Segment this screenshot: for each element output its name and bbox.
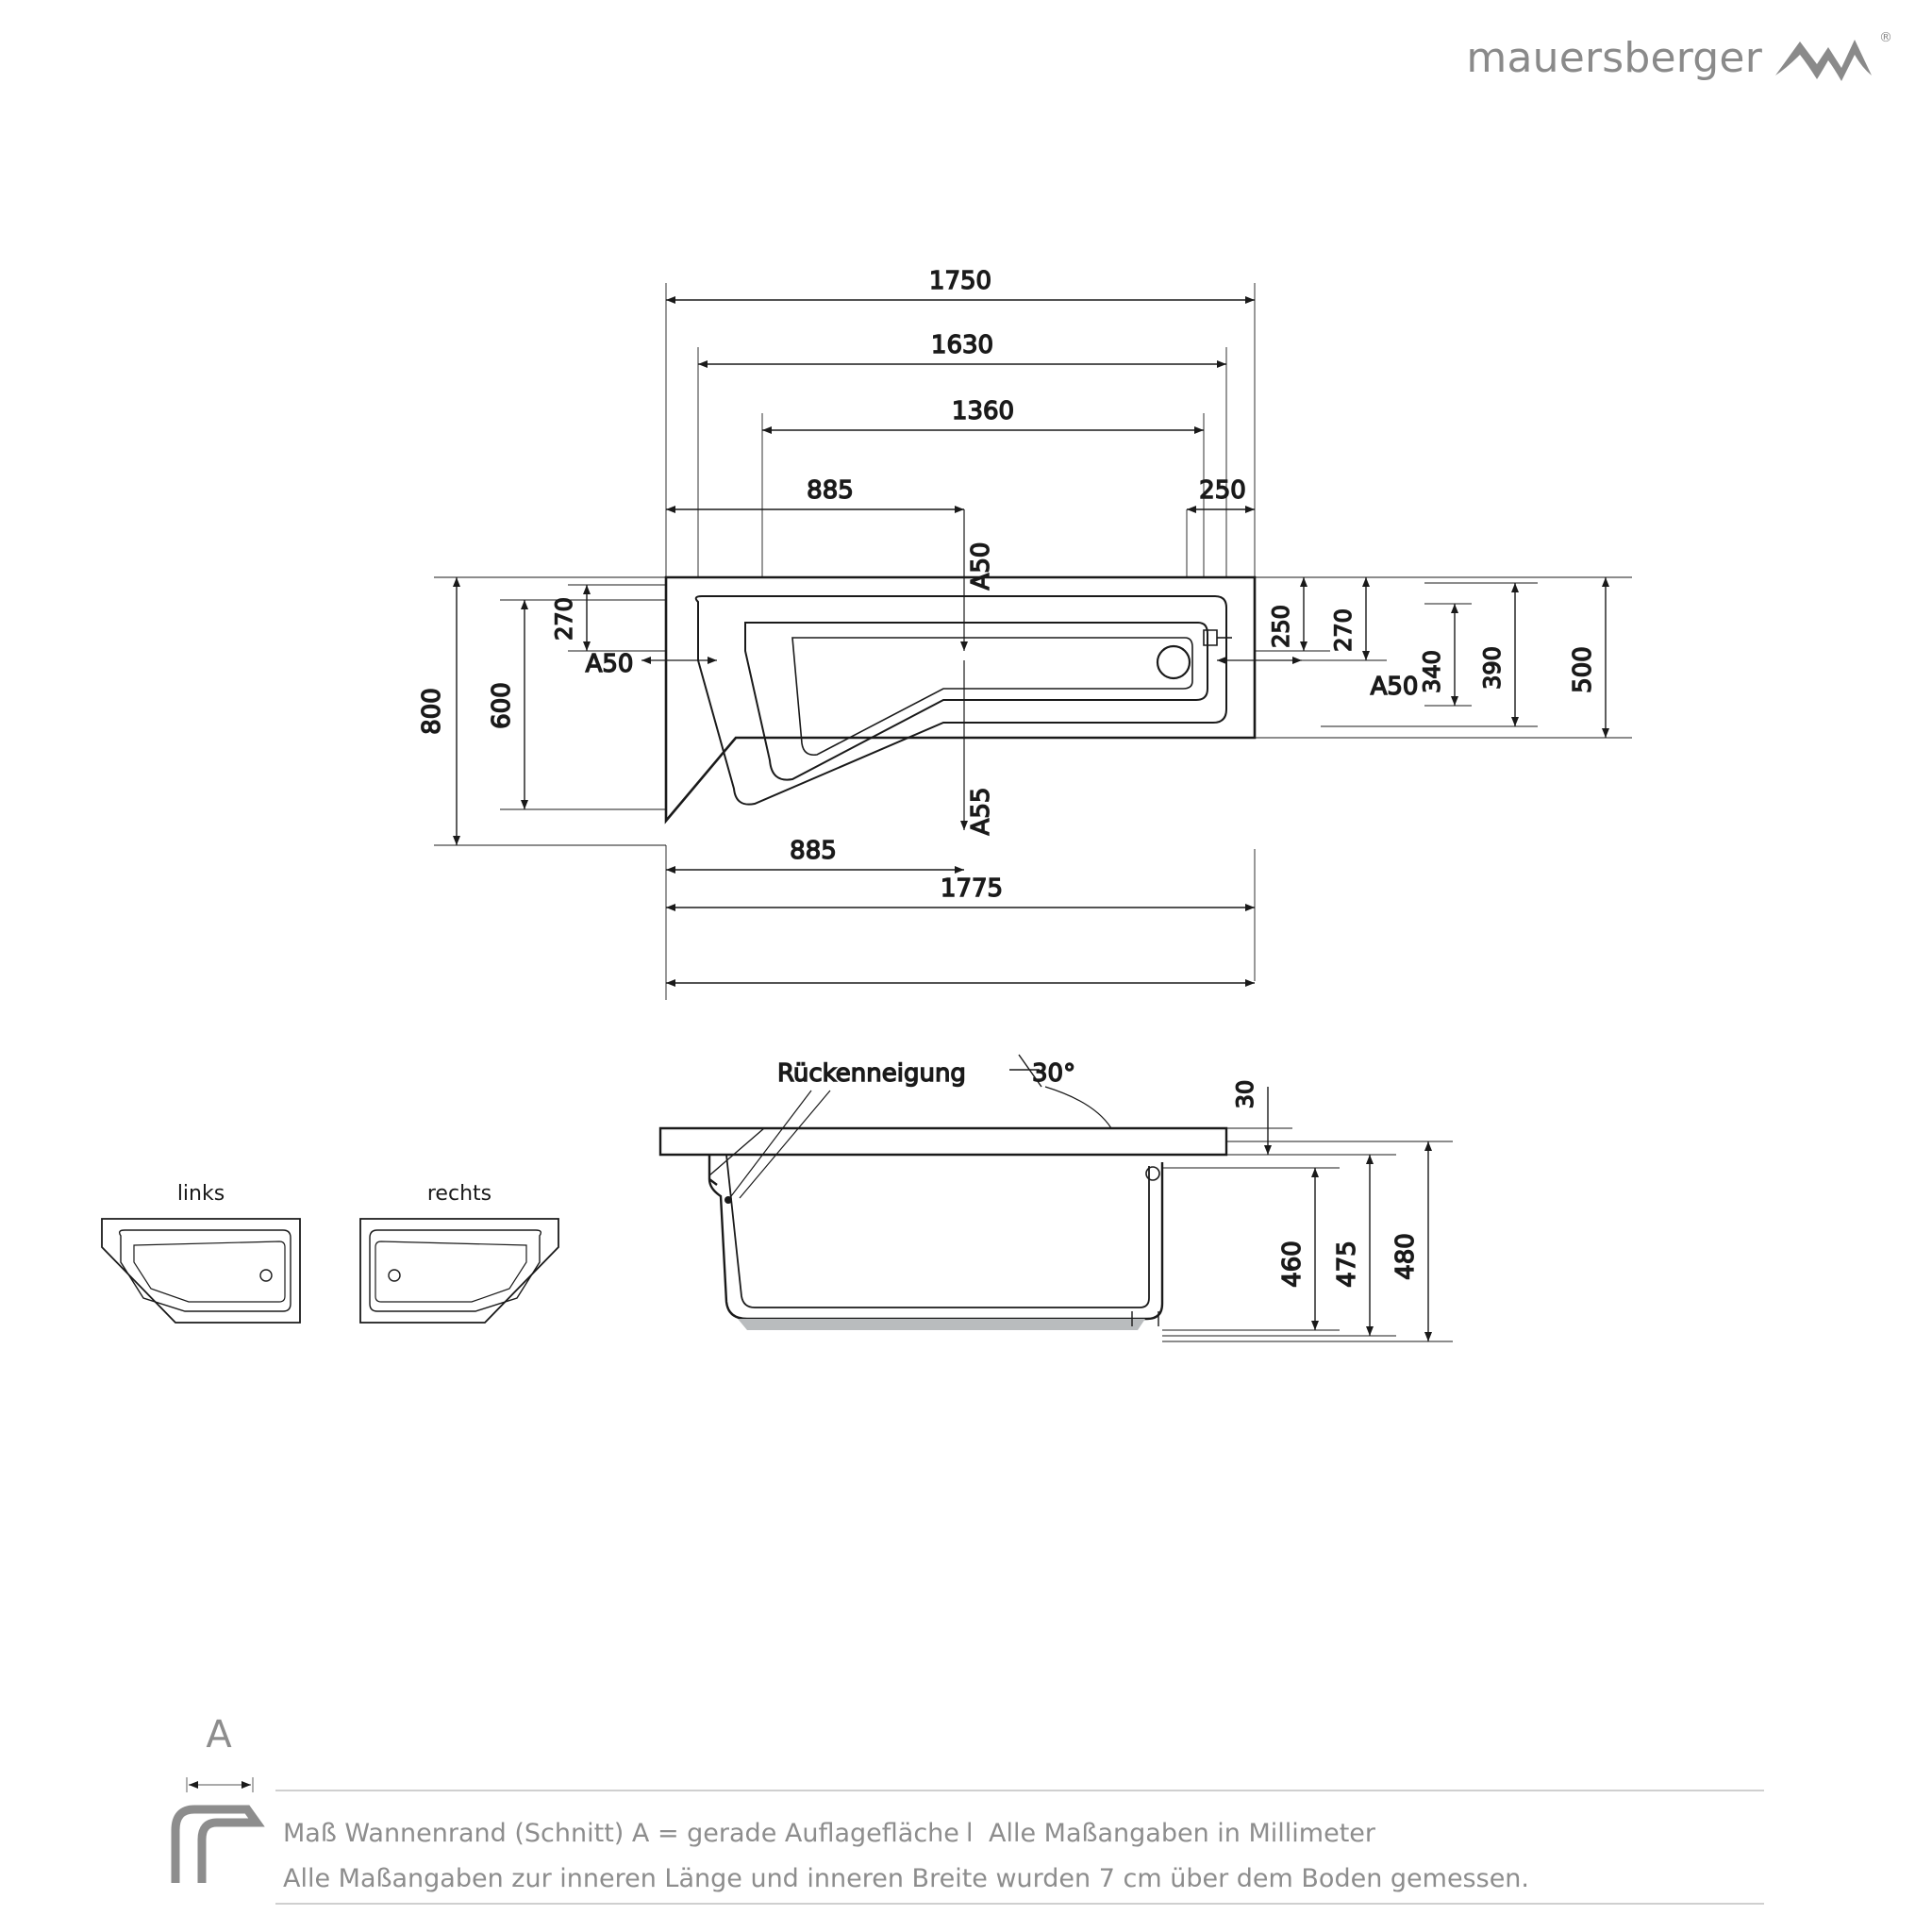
variant-left-drain-icon	[260, 1270, 272, 1281]
label-a55-bottom-text: A55	[967, 787, 995, 836]
variant-left	[102, 1182, 300, 1323]
dim-800	[418, 577, 666, 845]
dim-label-1630: 1630	[930, 331, 994, 359]
dim-label-600: 600	[488, 682, 516, 729]
brand-name: mauersberger	[1466, 33, 1762, 82]
dim-label-480: 480	[1391, 1233, 1420, 1280]
dim-250-top	[1187, 476, 1255, 577]
dim-885-bottom	[666, 837, 964, 870]
dim-label-1750: 1750	[928, 267, 992, 295]
dim-label-1360: 1360	[951, 397, 1015, 425]
dim-480	[1162, 1141, 1453, 1341]
back-slope-label: Rückenneigung	[777, 1059, 966, 1088]
footer-line1-part2: Alle Maßangaben in Millimeter	[989, 1819, 1376, 1848]
variant-right	[360, 1182, 558, 1323]
label-a50-right-text: A50	[1370, 673, 1419, 701]
dim-30	[1226, 1080, 1292, 1155]
dim-label-1775: 1775	[940, 874, 1004, 903]
footer-rim-profile-icon	[175, 1809, 257, 1883]
label-a55-bottom	[964, 660, 995, 835]
dim-label-500: 500	[1569, 646, 1597, 693]
footer-block	[175, 1713, 1764, 1904]
dim-label-800: 800	[418, 688, 446, 735]
dim-label-250-right: 250	[1268, 605, 1294, 648]
variant-right-label: rechts	[426, 1182, 492, 1206]
dim-label-885-bottom: 885	[790, 837, 837, 865]
plan-bath-inner-basin	[745, 623, 1208, 780]
label-a50-left-text: A50	[585, 650, 634, 678]
dim-label-270-right: 270	[1330, 608, 1357, 652]
footer-line1-separator: l	[966, 1819, 974, 1848]
dim-label-250-top: 250	[1199, 476, 1246, 505]
dim-label-885-top: 885	[807, 476, 854, 505]
variant-left-label: links	[176, 1182, 225, 1206]
dim-340	[1419, 604, 1472, 706]
registered-mark: ®	[1879, 30, 1892, 45]
dim-885-top	[666, 476, 964, 577]
dim-250-right	[1255, 577, 1330, 651]
label-a50-top	[964, 509, 995, 651]
dim-label-390: 390	[1479, 646, 1506, 690]
section-base-shadow	[738, 1319, 1145, 1330]
variant-right-drain-icon	[389, 1270, 400, 1281]
plan-drain-icon	[1158, 646, 1190, 678]
dim-270-left	[551, 585, 666, 651]
dim-1630	[698, 331, 1226, 577]
dim-460	[1162, 1168, 1340, 1330]
dim-label-30: 30	[1232, 1079, 1258, 1109]
section-bath-outline	[660, 1128, 1226, 1319]
footer-line2: Alle Maßangaben zur inneren Länge und inneren Breite wurden 7 cm über dem Boden gemessen.	[283, 1864, 1529, 1893]
label-a50-right	[1217, 660, 1418, 701]
dim-1775	[666, 845, 1255, 1000]
label-a50-top-text: A50	[967, 541, 995, 591]
dim-label-270-left: 270	[551, 597, 577, 641]
back-slope-angle: 30°	[1032, 1059, 1076, 1088]
plan-overflow-icon	[1204, 630, 1217, 645]
footer-line1-part1: Maß Wannenrand (Schnitt) A = gerade Auflagefläche	[283, 1819, 959, 1848]
dim-label-475: 475	[1333, 1241, 1361, 1288]
dim-label-460: 460	[1278, 1241, 1307, 1288]
dim-label-340: 340	[1419, 650, 1445, 693]
footer-a-marker: A	[206, 1713, 232, 1757]
